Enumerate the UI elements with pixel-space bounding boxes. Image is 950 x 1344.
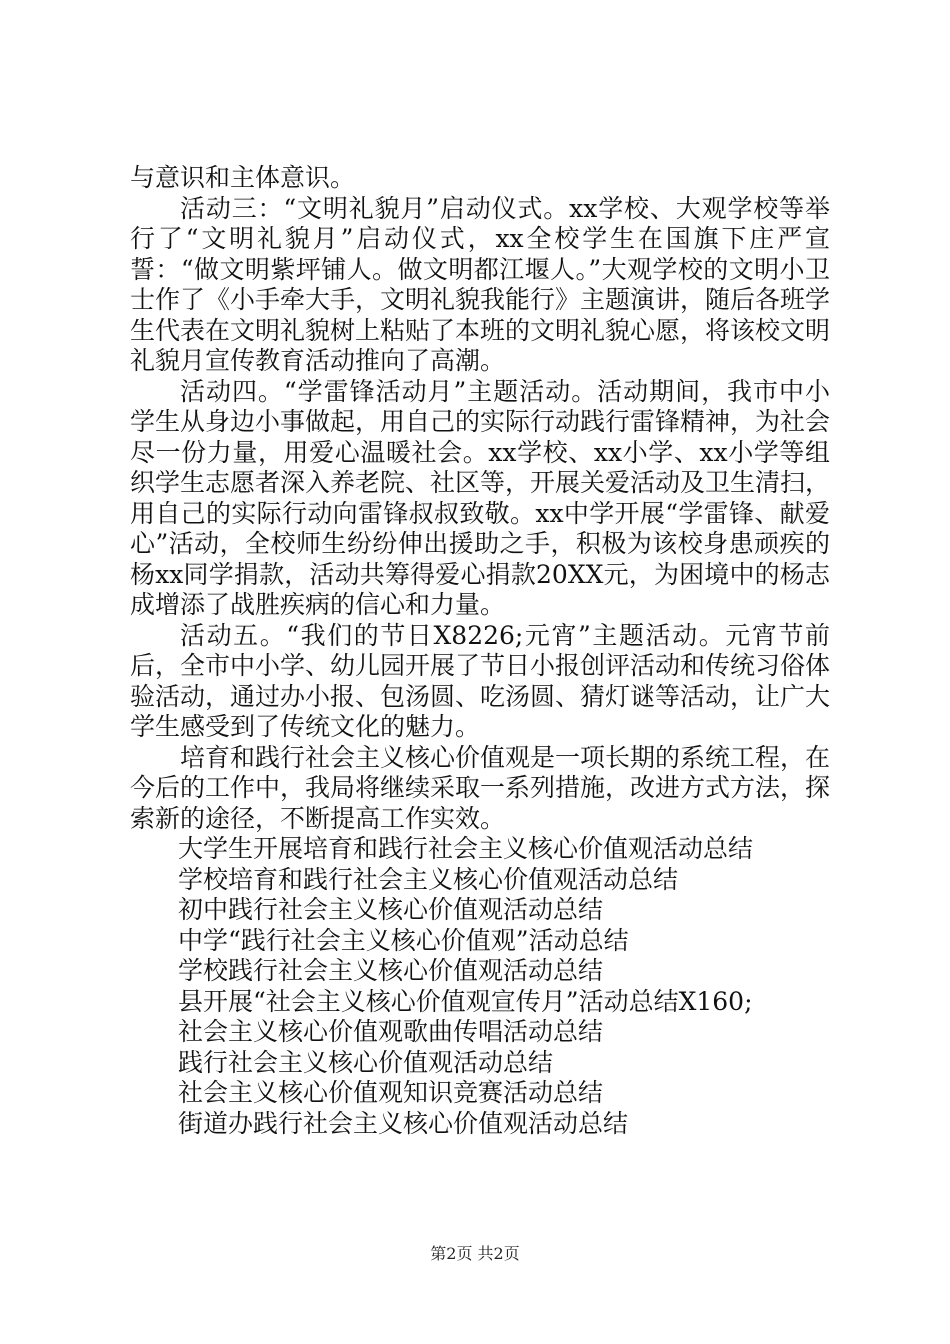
paragraph: 培育和践行社会主义核心价值观是一项长期的系统工程，在今后的工作中，我局将继续采取一系列措施，改进方式方法，探索新的途径，不断提高工作实效。 (130, 742, 831, 833)
paragraph: 活动三：“文明礼貌月”启动仪式。xx学校、大观学校等举行了“文明礼貌月”启动仪式，xx全校学生在国旗下庄严宣誓：“做文明紫坪铺人。做文明都江堰人。”大观学校的文明小卫士作了《小手牵大手，文明礼貌我能行》主题演讲，随后各班学生代表在文明礼貌树上粘贴了本班的文明礼貌心愿，将该校文明礼貌月宣传教育活动推向了高潮。 (130, 193, 831, 375)
related-title: 县开展“社会主义核心价值观宣传月”活动总结X160; (178, 986, 753, 1016)
related-title: 社会主义核心价值观歌曲传唱活动总结 (178, 1017, 604, 1046)
related-title: 社会主义核心价值观知识竞赛活动总结 (178, 1078, 604, 1107)
related-title: 大学生开展培育和践行社会主义核心价值观活动总结 (178, 834, 754, 863)
related-title: 街道办践行社会主义核心价值观活动总结 (178, 1108, 629, 1138)
document-body (130, 163, 830, 1139)
page-footer: 第2页 共2页 (430, 1244, 520, 1263)
paragraph: 活动五。“我们的节日X8226;元宵”主题活动。元宵节前后，全市中小学、幼儿园开展了节日小报创评活动和传统习俗体验活动，通过办小报、包汤圆、吃汤圆、猜灯谜等活动，让广大学生感受到了传统文化的魅力。 (130, 620, 831, 741)
paragraph: 与意识和主体意识。 (130, 163, 356, 192)
paragraph: 活动四。“学雷锋活动月”主题活动。活动期间，我市中小学生从身边小事做起，用自己的实际行动践行雷锋精神，为社会尽一份力量，用爱心温暖社会。xx学校、xx小学、xx小学等组织学生志愿者深入养老院、社区等，开展关爱活动及卫生清扫，用自己的实际行动向雷锋叔叔致敬。xx中学开展“学雷锋、献爱心”活动，全校师生纷纷伸出援助之手，积极为该校身患顽疾的杨xx同学捐款，活动共筹得爱心捐款20XX元，为困境中的杨志成增添了战胜疾病的信心和力量。 (130, 376, 831, 619)
related-title: 学校践行社会主义核心价值观活动总结 (178, 956, 604, 985)
related-title: 学校培育和践行社会主义核心价值观活动总结 (178, 864, 679, 894)
related-titles-list (130, 834, 830, 1139)
related-title: 中学“践行社会主义核心价值观”活动总结 (178, 925, 629, 955)
related-title: 初中践行社会主义核心价值观活动总结 (178, 895, 604, 924)
related-title: 践行社会主义核心价值观活动总结 (178, 1047, 554, 1077)
